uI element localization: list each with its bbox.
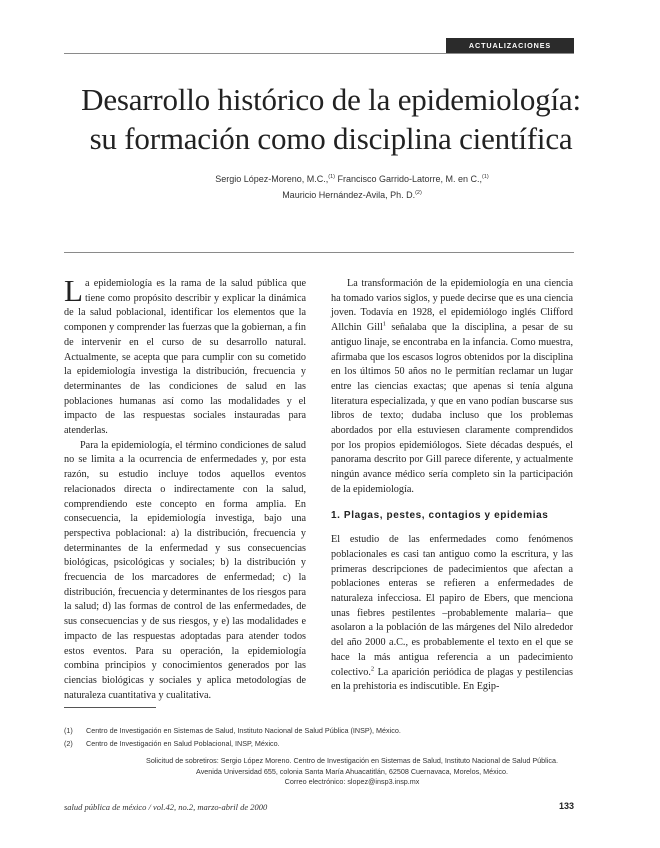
correspondence-email: Correo electrónico: slopez@insp3.insp.mx: [284, 777, 420, 786]
author-2-affil: (1): [482, 174, 489, 180]
left-column: [64, 273, 306, 703]
paragraph-3-text-a: La transformación de la epidemiología en una ciencia ha tomado varios siglos, y puede decirse que es una ciencia joven. Todavía en 1928, el epidemiólogo inglés Clifford Allchin Gill: [331, 278, 573, 334]
paragraph-1: [64, 273, 306, 439]
authors-line-1: [64, 172, 640, 188]
footnote-1-text: Centro de Investigación en Sistemas de Salud, Instituto Nacional de Salud Pública (INSP), México.: [86, 726, 401, 735]
section-label: ACTUALIZACIONES: [446, 38, 574, 53]
footnote-rule: [64, 707, 156, 708]
author-1: Sergio López-Moreno, M.C.,: [215, 174, 329, 184]
authors-line-2: [64, 188, 640, 204]
header-rule: [64, 53, 574, 54]
citation-1: 1: [382, 320, 387, 328]
article-title: [64, 80, 598, 158]
correspondence-line-1: Solicitud de sobretiros: Sergio López Moreno. Centro de Investigación en Sistemas de Salud, Instituto Nacional de Salud Pública.: [146, 756, 558, 765]
citation-2: 2: [370, 665, 375, 673]
paragraph-4-text-a: El estudio de las enfermedades como fenómenos poblacionales es casi tan antiguo como la escritura, y las primeras descripciones de padecimientos que afectan a poblaciones enteras se refieren a enfermedades de naturaleza infecciosa. El papiro de Ebers, que menciona unas fiebres pestilentes –probablemente malaria– que asolaron a la población de las márgenes del Nilo alrededor del año 2000 a.C., es probablemente el texto en el que se hace la más antigua referencia a un padecimiento colectivo.: [331, 534, 573, 678]
author-3: Mauricio Hernández-Avila, Ph. D.: [282, 189, 416, 200]
paragraph-3: [331, 277, 573, 498]
footnote-2-number: (2): [64, 738, 73, 748]
author-2: Francisco Garrido-Latorre, M. en C.,: [335, 174, 483, 184]
author-1-affil: (1): [328, 174, 335, 180]
author-list: [64, 172, 640, 203]
right-column: [331, 277, 573, 695]
title-line-2: su formación como disciplina científica: [89, 121, 573, 156]
paragraph-2: Para la epidemiología, el término condiciones de salud no se limita a la ocurrencia de enfermedades y, por esta razón, su estudio incluye todos aquellos eventos relacionados directa o indirectamente con la salud, comprendiendo este concepto en forma amplia. En consecuencia, la epidemiología investiga, bajo una perspectiva poblacional: a) la distribución, frecuencia y determinantes de la enfermedad y sus consecuencias biológicas, psicológicas y sociales; b) la distribución y frecuencia de los marcadores de enfermedad; c) la distribución, frecuencia y determinantes de los riesgos para la salud; d) las formas de control de las enfermedades, de sus consecuencias y de sus riesgos, y e) las modalidades e impacto de las respuestas adoptadas para atender todos estos eventos. Para su operación, la epidemiología combina principios y conocimientos generados por las ciencias biológicas y sociales y aplica metodologías de naturaleza cuantitativa y cualitativa.: [64, 439, 306, 701]
title-line-1: Desarrollo histórico de la epidemiología:: [81, 82, 581, 117]
correspondence: [64, 756, 640, 788]
paragraph-4-text-b: La aparición periódica de plagas y pestilencias en la prehistoria es indiscutible. En Egip-: [331, 666, 573, 693]
footnote-1: [64, 725, 574, 738]
page-number: 133: [558, 801, 574, 811]
footnote-2: [64, 738, 574, 751]
journal-reference: salud pública de méxico / vol.42, no.2, marzo-abril de 2000: [64, 802, 268, 812]
paragraph-1-text: a epidemiología es la rama de la salud pública que tiene como propósito describir y explicar la dinámica de la salud poblacional, identificar los elementos que la componen y comprender las fuerzas que la gobiernan, a fin de intervenir en el curso de su desarrollo natural. Actualmente, se acepta que para cumplir con su cometido la epidemiología investiga la distribución, frecuencia y determinantes de las condiciones de salud en las poblaciones humanas así como las modalidades y el impacto de las respuestas sociales instauradas para atenderlas.: [64, 278, 306, 437]
author-3-affil: (2): [415, 189, 422, 196]
footnotes: [64, 725, 574, 750]
correspondence-line-2: Avenida Universidad 655, colonia Santa María Ahuacatitlán, 62508 Cuernavaca, Morelos, México.: [196, 766, 508, 776]
paragraph-3-text-b: señalaba que la disciplina, a pesar de su antiguo linaje, se encontraba en la infancia. Como muestra, afirmaba que los escasos logros obtenidos por la disciplina en los últimos 50 años no le permitían reclamar un lugar entre las ciencias exactas; que apenas si tenía alguna literatura especializada, y que en vano podían buscarse sus libros de texto; dudaba incluso que los problemas abordados por ella estuviesen claramente comprendidos por los propios epidemiólogos. Siete décadas después, el panorama descrito por Gill parece diferente, y actualmente ningún avance médico sería completo sin la participación de la epidemiología.: [331, 322, 573, 495]
footnote-1-number: (1): [64, 726, 73, 735]
title-rule: [64, 252, 574, 253]
footnote-2-text: Centro de Investigación en Salud Poblacional, INSP, México.: [86, 738, 280, 748]
section-heading: 1. Plagas, pestes, contagios y epidemias: [331, 509, 549, 521]
drop-cap: L: [64, 273, 83, 308]
paragraph-4: [331, 533, 573, 695]
